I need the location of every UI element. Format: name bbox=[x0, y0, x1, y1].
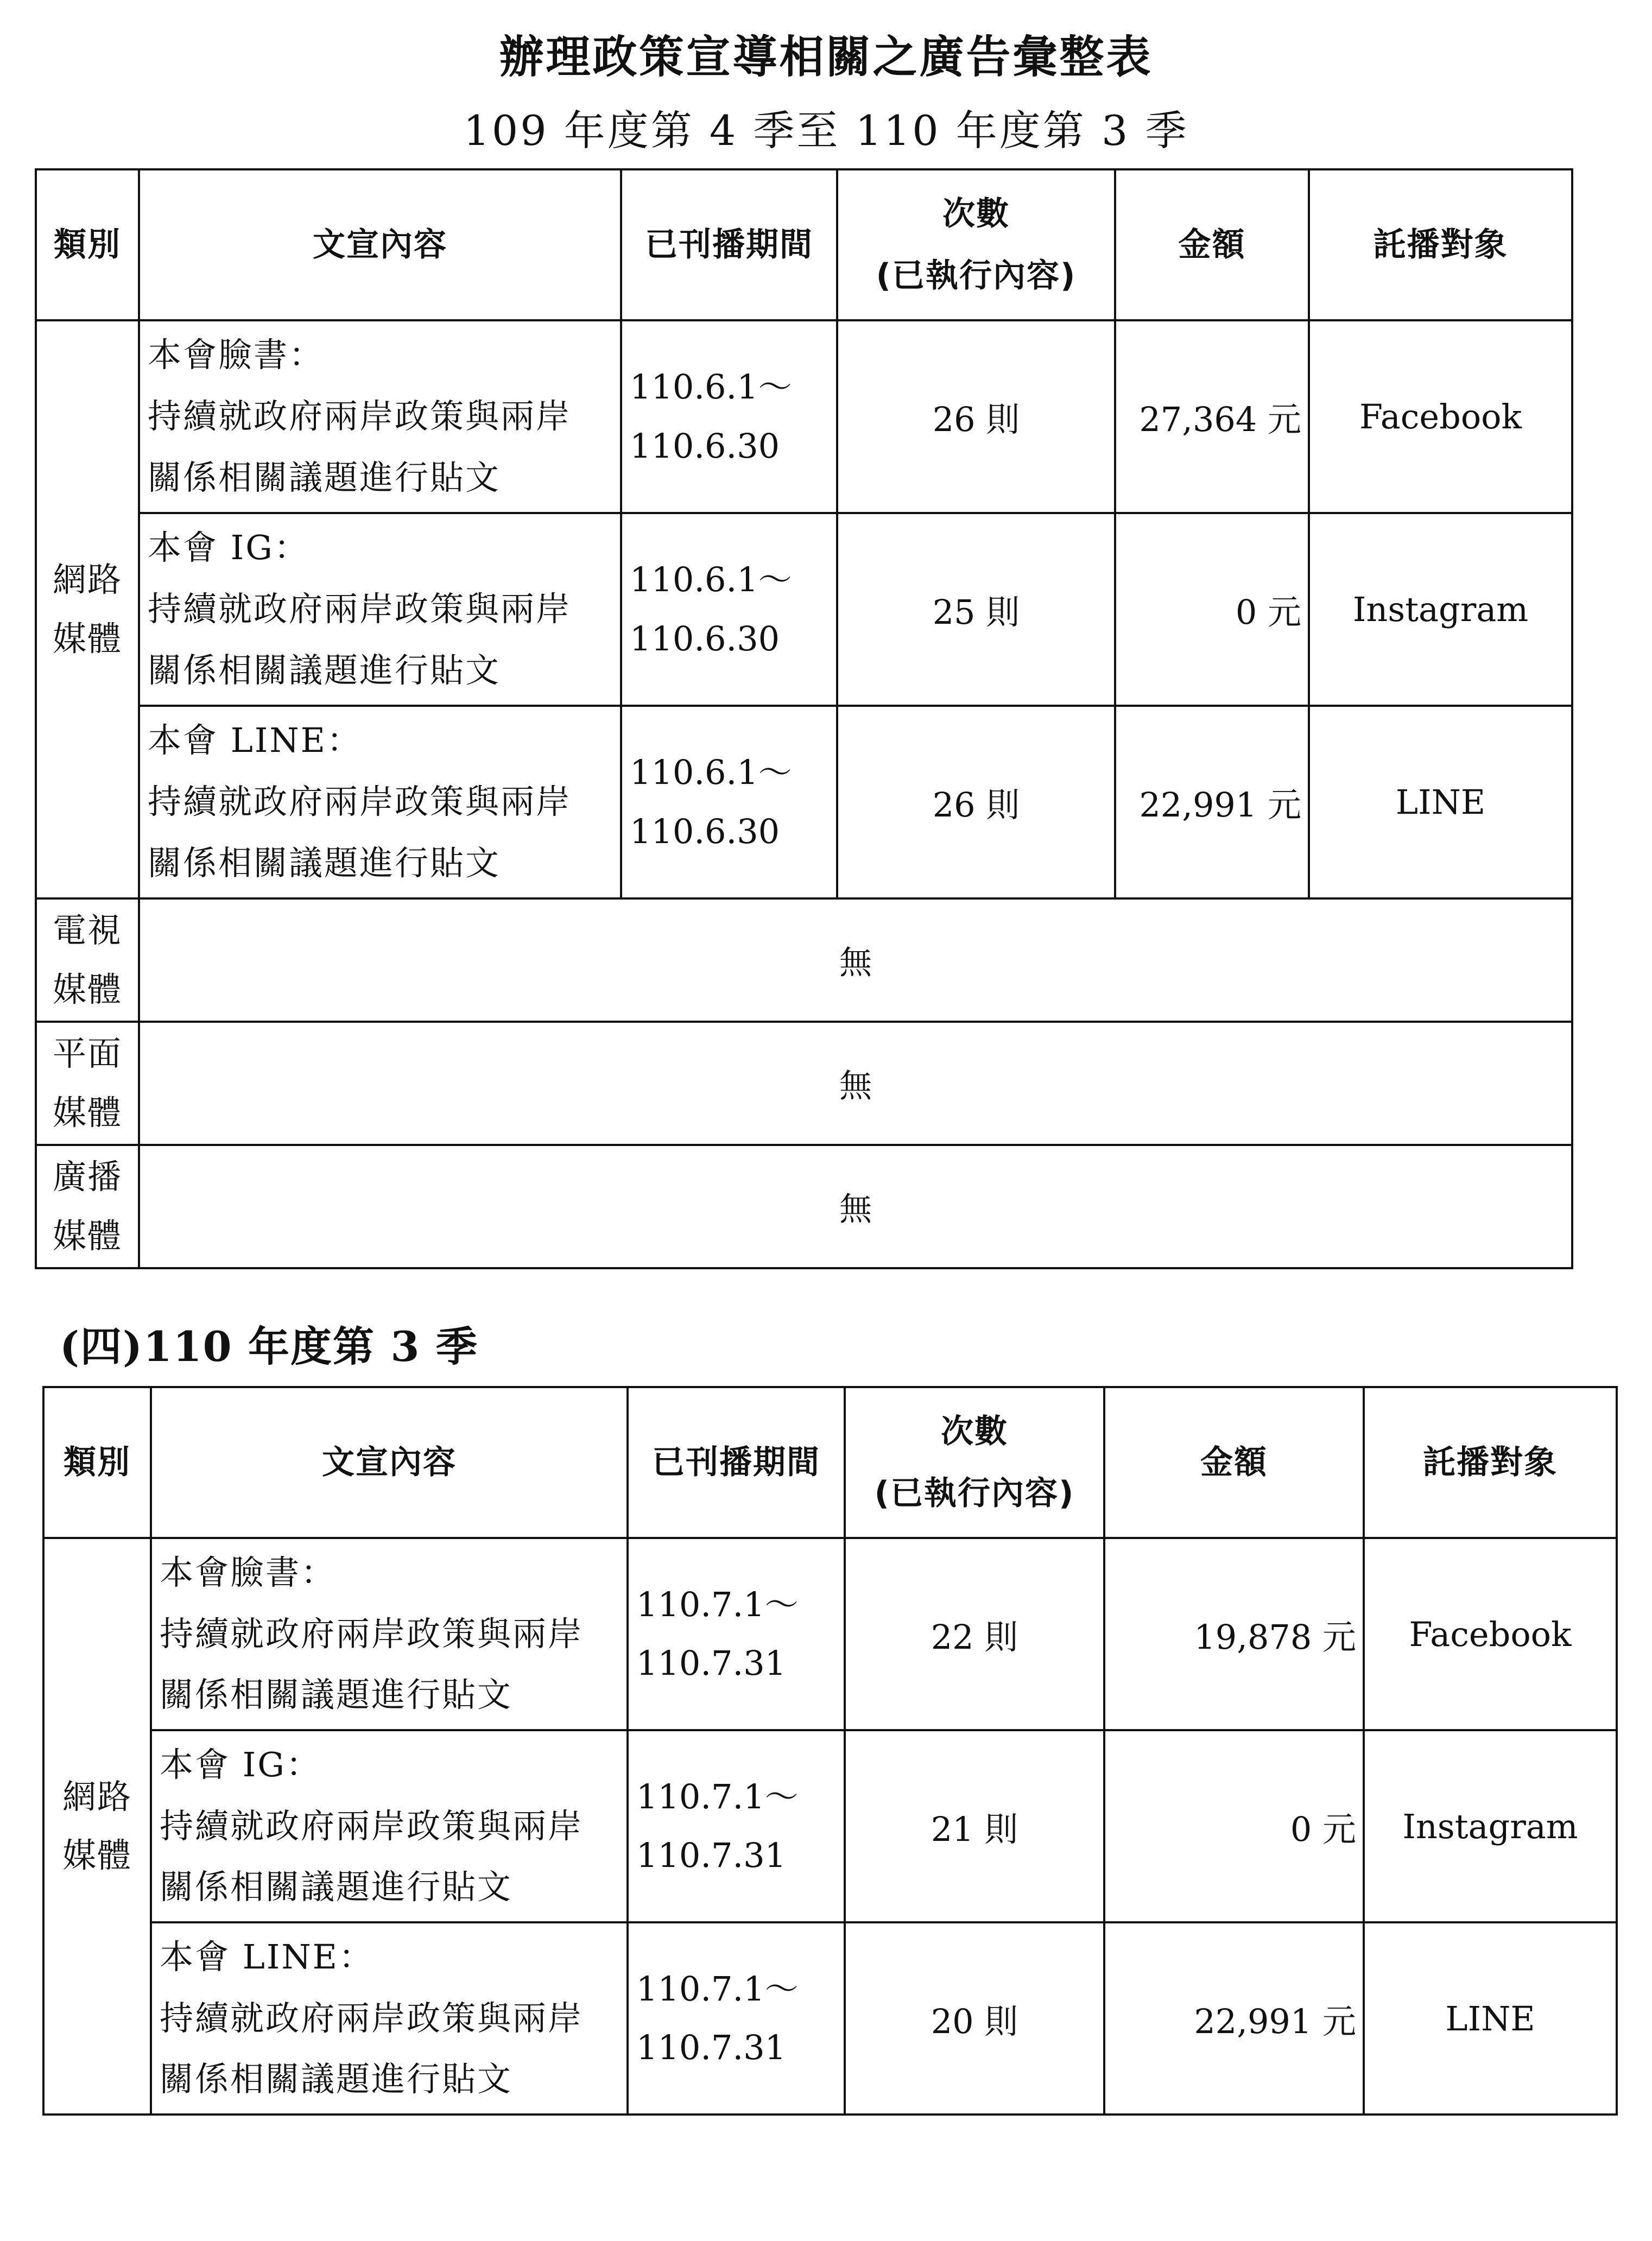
amount-cell: 0 元 bbox=[1115, 513, 1309, 706]
amount-cell: 19,878 元 bbox=[1104, 1538, 1364, 1730]
header-count bbox=[845, 1387, 1104, 1538]
count-cell: 22 則 bbox=[845, 1538, 1104, 1730]
header-count-line1: 次數 bbox=[942, 195, 1010, 233]
table-row bbox=[43, 1538, 1617, 1730]
target-cell: Instagram bbox=[1364, 1730, 1617, 1922]
ad-summary-table-2 bbox=[42, 1386, 1618, 2116]
period-cell: 110.6.1～ 110.6.30 bbox=[621, 706, 837, 898]
amount-cell: 0 元 bbox=[1104, 1730, 1364, 1922]
amount-cell: 27,364 元 bbox=[1115, 320, 1309, 513]
header-category: 類別 bbox=[36, 169, 139, 320]
ad-summary-table-1 bbox=[35, 168, 1573, 1269]
period-cell: 110.7.1～ 110.7.31 bbox=[628, 1922, 845, 2115]
content-cell: 本會 LINE： 持續就政府兩岸政策與兩岸 關係相關議題進行貼文 bbox=[139, 706, 621, 898]
none-cell: 無 bbox=[139, 1145, 1572, 1268]
target-cell: Facebook bbox=[1364, 1538, 1617, 1730]
table-row-radio-media bbox=[36, 1145, 1572, 1268]
period-cell: 110.6.1～ 110.6.30 bbox=[621, 513, 837, 706]
content-cell: 本會 LINE： 持續就政府兩岸政策與兩岸 關係相關議題進行貼文 bbox=[151, 1922, 628, 2115]
target-cell: Facebook bbox=[1309, 320, 1572, 513]
header-target: 託播對象 bbox=[1309, 169, 1572, 320]
table-row bbox=[36, 706, 1572, 898]
period-cell: 110.7.1～ 110.7.31 bbox=[628, 1538, 845, 1730]
count-cell: 26 則 bbox=[837, 320, 1115, 513]
none-cell: 無 bbox=[139, 1022, 1572, 1145]
count-cell: 20 則 bbox=[845, 1922, 1104, 2115]
section-heading: (四)110 年度第 3 季 bbox=[60, 1322, 478, 1371]
period-cell: 110.6.1～ 110.6.30 bbox=[621, 320, 837, 513]
header-category: 類別 bbox=[43, 1387, 151, 1538]
header-count-line2: (已執行內容) bbox=[874, 1474, 1075, 1512]
document-title: 辦理政策宣導相關之廣告彙整表 bbox=[499, 31, 1153, 83]
category-network: 網路 媒體 bbox=[43, 1538, 151, 2115]
document-subtitle: 109 年度第 4 季至 110 年度第 3 季 bbox=[463, 106, 1189, 155]
content-cell: 本會 IG： 持續就政府兩岸政策與兩岸 關係相關議題進行貼文 bbox=[151, 1730, 628, 1922]
header-amount: 金額 bbox=[1104, 1387, 1364, 1538]
header-period: 已刊播期間 bbox=[621, 169, 837, 320]
header-target: 託播對象 bbox=[1364, 1387, 1617, 1538]
header-count bbox=[837, 169, 1115, 320]
category-print-media: 平面 媒體 bbox=[36, 1022, 139, 1145]
content-cell: 本會 IG： 持續就政府兩岸政策與兩岸 關係相關議題進行貼文 bbox=[139, 513, 621, 706]
none-cell: 無 bbox=[139, 898, 1572, 1022]
target-cell: LINE bbox=[1364, 1922, 1617, 2115]
header-count-line1: 次數 bbox=[941, 1413, 1008, 1451]
count-cell: 26 則 bbox=[837, 706, 1115, 898]
amount-cell: 22,991 元 bbox=[1115, 706, 1309, 898]
period-cell: 110.7.1～ 110.7.31 bbox=[628, 1730, 845, 1922]
target-cell: LINE bbox=[1309, 706, 1572, 898]
header-period: 已刊播期間 bbox=[628, 1387, 845, 1538]
table-row bbox=[43, 1730, 1617, 1922]
category-tv-media: 電視 媒體 bbox=[36, 898, 139, 1022]
table-row-print-media bbox=[36, 1022, 1572, 1145]
header-content: 文宣內容 bbox=[139, 169, 621, 320]
table-row-tv-media bbox=[36, 898, 1572, 1022]
table-row bbox=[43, 1922, 1617, 2115]
table-header-row bbox=[43, 1387, 1617, 1538]
table-header-row bbox=[36, 169, 1572, 320]
header-amount: 金額 bbox=[1115, 169, 1309, 320]
content-cell: 本會臉書： 持續就政府兩岸政策與兩岸 關係相關議題進行貼文 bbox=[139, 320, 621, 513]
header-count-line2: (已執行內容) bbox=[876, 257, 1077, 295]
table-row bbox=[36, 320, 1572, 513]
content-cell: 本會臉書： 持續就政府兩岸政策與兩岸 關係相關議題進行貼文 bbox=[151, 1538, 628, 1730]
header-content: 文宣內容 bbox=[151, 1387, 628, 1538]
amount-cell: 22,991 元 bbox=[1104, 1922, 1364, 2115]
table-row bbox=[36, 513, 1572, 706]
category-network: 網路 媒體 bbox=[36, 320, 139, 898]
target-cell: Instagram bbox=[1309, 513, 1572, 706]
category-radio-media: 廣播 媒體 bbox=[36, 1145, 139, 1268]
count-cell: 21 則 bbox=[845, 1730, 1104, 1922]
count-cell: 25 則 bbox=[837, 513, 1115, 706]
